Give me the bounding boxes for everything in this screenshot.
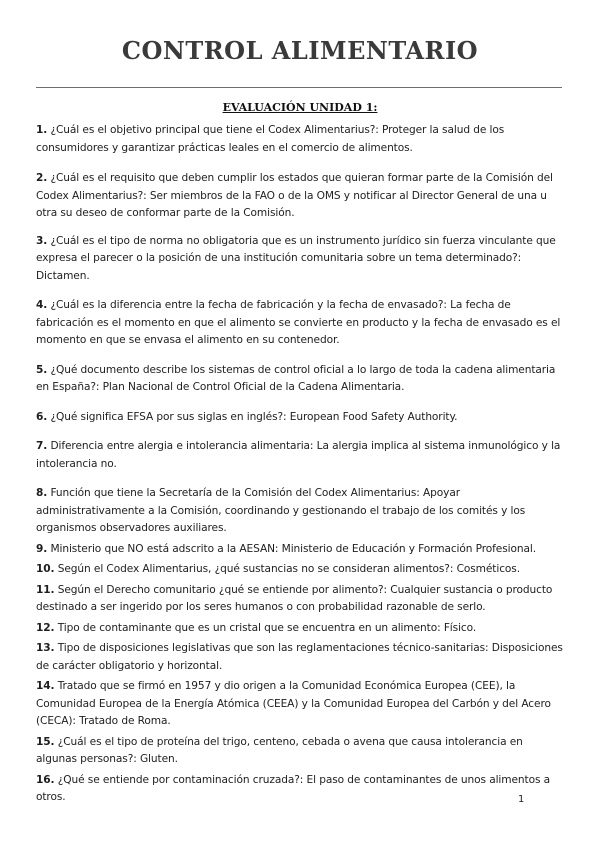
question-number: 16. [36, 773, 55, 786]
question-text: Según el Derecho comunitario ¿qué se entiende por alimento?: Cualquier sustancia o producto destinado a ser ingerido por los seres humanos o con probabilidad razonable de serlo. [36, 583, 553, 613]
question-item [36, 561, 566, 579]
question-number: 1. [36, 124, 48, 136]
question-item [36, 122, 566, 157]
question-item [36, 297, 566, 350]
question-item [36, 620, 566, 638]
question-text: ¿Qué documento describe los sistemas de control oficial a lo largo de toda la cadena alimentaria en España?: Plan Nacional de Control Oficial de la Cadena Alimentaria. [36, 363, 556, 393]
section-heading: EVALUACIÓN UNIDAD 1: [222, 101, 378, 114]
question-number: 11. [36, 583, 55, 596]
question-number: 4. [36, 299, 48, 311]
question-item [36, 640, 566, 675]
question-item [36, 362, 566, 397]
question-text: ¿Cuál es el tipo de proteína del trigo, centeno, cebada o avena que causa intolerancia en algunas personas?: Gluten. [36, 735, 523, 765]
question-number: 3. [36, 234, 48, 247]
question-item [36, 582, 566, 617]
question-item [36, 772, 566, 807]
question-text: Función que tiene la Secretaría de la Comisión del Codex Alimentarius: Apoyar administrativamente a la Comisión, coordinando y gestionando el trabajo de los comités y los organismos observadores auxiliares. [36, 487, 526, 534]
question-text: ¿Qué significa EFSA por sus siglas en inglés?: European Food Safety Authority. [47, 410, 458, 423]
question-item [36, 541, 566, 559]
question-number: 8. [36, 487, 48, 499]
question-text: Tipo de disposiciones legislativas que son las reglamentaciones técnico-sanitarias: Disposiciones de carácter obligatorio y horizontal. [36, 642, 563, 672]
question-text: ¿Cuál es la diferencia entre la fecha de fabricación y la fecha de envasado?: La fecha de fabricación es el momento en que el alimento se convierte en producto y la fecha de envasado es el momento en que se envasa el alimento en su contenedor. [36, 299, 561, 346]
question-text: Diferencia entre alergia e intolerancia alimentaria: La alergia implica al sistema inmunológico y la intolerancia no. [36, 440, 561, 470]
document-title: CONTROL ALIMENTARIO [121, 36, 479, 65]
question-number: 9. [36, 542, 48, 555]
question-number: 6. [36, 410, 48, 423]
page-number: 1 [518, 794, 525, 805]
question-number: 5. [36, 363, 48, 376]
question-text: Ministerio que NO está adscrito a la AESAN: Ministerio de Educación y Formación Profesional. [47, 542, 536, 555]
question-item [36, 409, 566, 427]
question-text: ¿Cuál es el requisito que deben cumplir los estados que quieran formar parte de la Comisión del Codex Alimentarius?: Ser miembros de la FAO o de la OMS y notificar al Director General de una u otra su deseo de conformar parte de la Comisión. [36, 172, 553, 219]
question-number: 2. [36, 172, 48, 184]
question-item [36, 485, 566, 538]
question-number: 12. [36, 621, 55, 634]
question-number: 7. [36, 440, 48, 452]
question-list [36, 122, 566, 807]
question-item [36, 233, 566, 286]
question-number: 13. [36, 642, 55, 654]
question-text: ¿Qué se entiende por contaminación cruzada?: El paso de contaminantes de unos alimentos a otros. [36, 773, 551, 803]
question-number: 14. [36, 680, 55, 692]
question-text: ¿Cuál es el tipo de norma no obligatoria que es un instrumento jurídico sin fuerza vinculante que expresa el parecer o la posición de una institución comunitaria sobre un tema determinado?: Dictamen. [36, 234, 556, 282]
question-text: ¿Cuál es el objetivo principal que tiene el Codex Alimentarius?: Proteger la salud de los consumidores y garantizar prácticas leales en el comercio de alimentos. [36, 124, 505, 154]
question-number: 10. [36, 563, 55, 575]
question-item [36, 438, 566, 473]
question-item [36, 678, 566, 731]
question-number: 15. [36, 735, 55, 748]
question-item [36, 734, 566, 769]
title-divider [36, 87, 562, 88]
question-text: Tipo de contaminante que es un cristal que se encuentra en un alimento: Físico. [54, 621, 477, 634]
question-item [36, 170, 566, 223]
question-text: Según el Codex Alimentarius, ¿qué sustancias no se consideran alimentos?: Cosméticos. [54, 563, 520, 575]
question-text: Tratado que se firmó en 1957 y dio origen a la Comunidad Económica Europea (CEE), la Comunidad Europea de la Energía Atómica (CEEA) y la Comunidad Europea del Carbón y del Acero (CECA): Tratado de Roma. [36, 680, 551, 727]
